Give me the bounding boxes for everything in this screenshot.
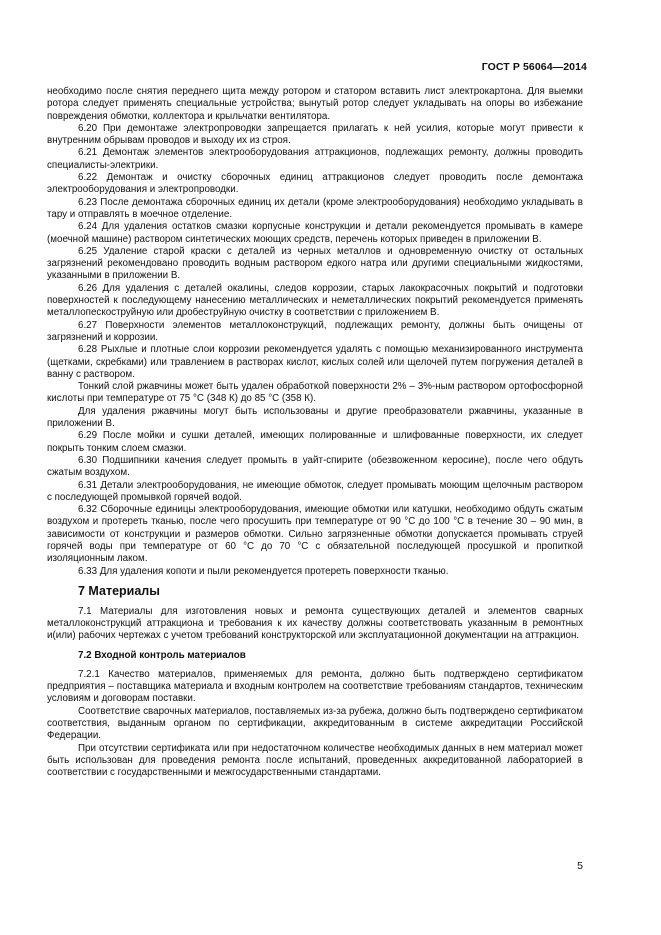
paragraph-6-31: 6.31 Детали электрооборудования, не имеющие обмоток, следует промывать моющим щелочным раствором с последующей промывкой горячей водой.: [47, 479, 583, 503]
paragraph-6-20: 6.20 При демонтаже электропроводки запрещается прилагать к ней усилия, которые могут привести к внутренним обрывам проводов и выходу их из строя.: [47, 122, 583, 147]
paragraph-6-32: 6.32 Сборочные единицы электрооборудования, имеющие обмотки или катушки, необходимо обдуть сжатым воздухом и протереть тканью, после чего просушить при температуре от 90 °С до 100 °С в течение 30 – 90 мин, в зависимости от конструкции и размеров обмотки. Сильно загрязненные обмотки допускается промывать струей горячей воды при температуре от 60 °С до 70 °С с обязательной последующей просушкой и пропиткой изоляционным лаком.: [47, 504, 583, 565]
paragraph-no-certificate: При отсутствии сертификата или при недостаточном количестве необходимых данных в нем материал может быть использован для проведения ремонта после испытаний, проведенных аккредитованной лабораторией в соответствии с государственными и межгосударственными стандартами.: [47, 742, 583, 779]
paragraph-7-2-1: 7.2.1 Качество материалов, применяемых для ремонта, должно быть подтверждено сертификатом предприятия – поставщика материала и входным контролем на соответствие требованиям стандартов, техническим условиям и договорам поставки.: [47, 668, 583, 705]
paragraph-continuation: необходимо после снятия переднего щита между ротором и статором вставить лист электрокартона. Для выемки ротора следует применять специальные устройства; вынутый ротор следует укладывать на опоры во избежание повреждения обмотки, коллектора и крыльчатки вентилятора.: [47, 86, 583, 122]
paragraph-6-22: 6.22 Демонтаж и очистку сборочных единиц аттракционов следует проводить после демонтажа электрооборудования и электропроводки.: [47, 172, 583, 196]
paragraph-7-1: 7.1 Материалы для изготовления новых и ремонта существующих деталей и элементов сварных металлоконструкций аттракциона и требования к их качеству должны соответствовать указанным в ремонтных и(или) рабочих чертежах с учетом требований конструкторской или эксплуатационной документации на аттракцион.: [47, 605, 583, 642]
paragraph-6-21: 6.21 Демонтаж элементов электрооборудования аттракционов, подлежащих ремонту, должны проводить специалисты-электрики.: [47, 147, 583, 171]
paragraph-6-27: 6.27 Поверхности элементов металлоконструкций, подлежащих ремонту, должны быть очищены от загрязнений и коррозии.: [47, 319, 583, 343]
paragraph-thin-rust: Тонкий слой ржавчины может быть удален обработкой поверхности 2% – 3%-ным раствором ортофосфорной кислоты при температуре от 75 °С (348 К) до 85 °С (358 К).: [47, 381, 583, 405]
paragraph-6-24: 6.24 Для удаления остатков смазки корпусные конструкции и детали рекомендуется промывать в камере (моечной машине) раствором синтетических моющих средств, перечень которых приведен в приложении В.: [47, 221, 583, 245]
section-7-title: 7 Материалы: [78, 583, 160, 598]
paragraph-rust-converters: Для удаления ржавчины могут быть использованы и другие преобразователи ржавчины, указанные в приложении В.: [47, 405, 583, 430]
paragraph-6-28: 6.28 Рыхлые и плотные слои коррозии рекомендуется удалять с помощью механизированного инструмента (щетками, скребками) или травлением в растворах кислот, кислых солей или щелочей путем погружения деталей в ванну с раствором.: [47, 344, 583, 380]
paragraph-6-30: 6.30 Подшипники качения следует промыть в уайт-спирите (обезвоженном керосине), после чего обдуть сжатым воздухом.: [47, 454, 583, 479]
paragraph-6-33: 6.33 Для удаления копоти и пыли рекомендуется протереть поверхности тканью.: [78, 565, 449, 577]
subsection-7-2-title: 7.2 Входной контроль материалов: [78, 649, 246, 661]
paragraph-welding-materials: Соответствие сварочных материалов, поставляемых из-за рубежа, должно быть подтверждено сертификатом соответствия, выданным органом по сертификации, аккредитованным в системе аккредитации Российской Федерации.: [47, 705, 583, 742]
paragraph-6-29: 6.29 После мойки и сушки деталей, имеющих полированные и шлифованные поверхности, их следует покрыть тонким слоем смазки.: [47, 430, 583, 454]
page-content: [47, 86, 583, 779]
document-code-header: ГОСТ Р 56064—2014: [481, 61, 587, 73]
paragraph-6-25: 6.25 Удаление старой краски с деталей из черных металлов и одновременную очистку от остальных загрязнений рекомендовано проводить водным раствором едкого натра или другими специальными жидкостями, указанными в приложении В.: [47, 245, 583, 282]
paragraph-6-26: 6.26 Для удаления с деталей окалины, следов коррозии, старых лакокрасочных покрытий и подготовки поверхностей к последующему нанесению металлических и неметаллических покрытий рекомендуется применять металлопескоструйную или дробеструйную очистку в соответствии с приложением В.: [47, 282, 583, 319]
paragraph-6-23: 6.23 После демонтажа сборочных единиц их детали (кроме электрооборудования) необходимо укладывать в тару и отправлять в моечное отделение.: [47, 196, 583, 220]
page-number: 5: [577, 860, 583, 872]
